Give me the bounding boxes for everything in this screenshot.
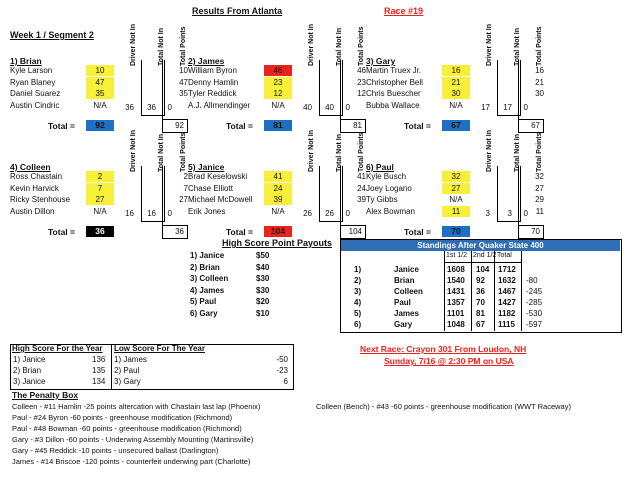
penalty-item: Colleen - #11 Hamlin -25 points altercation with Chastain last lap (Phoenix)	[12, 402, 261, 411]
standings-diff: -285	[526, 298, 543, 307]
driver-points-total: 35	[179, 89, 188, 98]
payout-amount: $50	[256, 251, 270, 260]
driver-points: 41	[264, 171, 292, 182]
standings-diff: -80	[526, 276, 538, 285]
driver-points-total: 39	[357, 195, 366, 204]
low-year-name: 2) Paul	[114, 366, 140, 375]
total-not-in-value: 36	[147, 102, 156, 112]
standings-h1: 1357	[447, 298, 465, 307]
standings-total: 1712	[498, 265, 516, 274]
driver-name: Ryan Blaney	[10, 77, 56, 87]
standings-divider-1	[444, 251, 445, 331]
standings-name: Paul	[394, 298, 411, 307]
driver-points-total: 32	[535, 172, 544, 181]
driver-points: 30	[442, 88, 470, 99]
driver-points-total: 24	[357, 183, 366, 193]
col-header-total-points: Total Points	[180, 26, 187, 66]
race-number: Race #19	[384, 6, 424, 16]
total-points-box-value: 92	[175, 120, 184, 130]
standings-name: Brian	[394, 276, 415, 285]
driver-points: 27	[86, 194, 114, 205]
penalty-item: Paul - #48 Bowman -60 points - greenhouse modification (Richmond)	[12, 424, 242, 433]
payout-amount: $30	[256, 274, 270, 283]
driver-name: Alex Bowman	[366, 206, 415, 216]
total-label: Total =	[226, 120, 253, 131]
driver-name: Christopher Bell	[366, 77, 423, 87]
driver-points-total: 41	[357, 172, 366, 181]
standings-h1: 1101	[447, 309, 465, 318]
driver-name: Chris Buescher	[366, 89, 421, 98]
driver-name: William Byron	[188, 66, 237, 75]
zero-value: 0	[523, 102, 528, 112]
week-segment: Week 1 / Segment 2	[10, 30, 94, 40]
total-points-line	[340, 166, 341, 225]
driver-points: 21	[442, 77, 470, 88]
driver-points: 27	[442, 183, 470, 194]
total-points-line	[162, 166, 163, 225]
payout-place: 1) Janice	[190, 251, 225, 260]
standings-col-header: Total	[497, 252, 512, 259]
payout-amount: $30	[256, 285, 270, 295]
penalty-right-item: Colleen (Bench) - #43 -60 points - greenhouse modification (WWT Raceway)	[316, 402, 571, 411]
driver-name: A.J. Allmendinger	[188, 100, 251, 110]
standings-name: Janice	[394, 265, 419, 274]
low-year-name: 3) Gary	[114, 377, 141, 386]
driver-name: Ty Gibbs	[366, 195, 398, 204]
col-header-total-not-in: Total Not In	[336, 134, 343, 172]
payouts-title: High Score Point Payouts	[222, 238, 333, 248]
driver-not-in-value: 17	[481, 102, 490, 112]
driver-points: 7	[86, 183, 114, 194]
col-header-not-in: Driver Not In	[130, 129, 137, 172]
standings-pos: 1)	[354, 265, 362, 274]
total-label: Total =	[48, 120, 75, 131]
payout-amount: $20	[256, 297, 270, 306]
payout-place: 3) Colleen	[190, 274, 229, 283]
total-label: Total =	[226, 226, 253, 237]
total-points-line	[162, 60, 163, 119]
next-race-line1: Next Race: Crayon 301 From Loudon, NH	[360, 344, 527, 354]
standings-name: Gary	[394, 320, 413, 329]
next-race-line2: Sunday, 7/16 @ 2:30 PM on USA	[384, 356, 514, 366]
standings-name: Colleen	[394, 287, 423, 296]
driver-points-total: 12	[357, 89, 366, 98]
driver-points: N/A	[93, 206, 107, 216]
driver-name: Austin Dillon	[10, 206, 55, 216]
col-header-not-in: Driver Not In	[486, 23, 493, 66]
driver-points: 23	[264, 77, 292, 88]
page-title: Results From Atlanta	[192, 6, 283, 16]
total-not-in-value: 17	[503, 102, 512, 112]
driver-not-in-value: 3	[485, 208, 490, 218]
driver-name: Kevin Harvick	[10, 183, 59, 193]
driver-name: Bubba Wallace	[366, 100, 420, 110]
payout-place: 4) James	[190, 285, 225, 295]
payout-place: 2) Brian	[190, 262, 220, 272]
driver-name: Brad Keselowski	[188, 172, 248, 181]
team-total: 81	[264, 120, 292, 131]
standings-h2: 70	[476, 298, 485, 307]
total-points-line	[518, 166, 519, 225]
driver-name: Denny Hamlin	[188, 77, 239, 87]
high-year-name: 2) Brian	[13, 366, 42, 375]
total-points-box-value: 81	[353, 120, 362, 130]
driver-name: Erik Jones	[188, 206, 226, 216]
low-year-name: 1) James	[114, 355, 147, 364]
standings-total: 1182	[498, 309, 516, 318]
driver-name: Daniel Suarez	[10, 89, 61, 98]
standings-diff: -530	[526, 309, 543, 318]
driver-points-total: 11	[535, 206, 544, 216]
total-label: Total =	[48, 226, 75, 237]
driver-points: N/A	[93, 100, 107, 110]
driver-points-total: 29	[535, 195, 544, 204]
standings-name: James	[394, 309, 419, 318]
high-year-title: High Score For the Year	[12, 344, 103, 353]
penalty-item: James - #14 Briscoe -120 points - counterfeit underwing part (Charlotte)	[12, 457, 251, 466]
penalty-title: The Penalty Box	[12, 390, 79, 400]
driver-name: Martin Truex Jr.	[366, 66, 422, 75]
total-not-in-value: 26	[325, 208, 334, 218]
driver-points-total: 30	[535, 89, 544, 98]
standings-pos: 4)	[354, 298, 362, 307]
team-name: 5) Janice	[188, 162, 225, 172]
standings-col-header: 1st 1/2	[446, 252, 468, 259]
col-header-not-in: Driver Not In	[130, 23, 137, 66]
standings-h1: 1431	[447, 287, 465, 296]
standings-h2: 36	[476, 287, 485, 296]
total-not-in-value: 16	[147, 208, 156, 218]
driver-points: N/A	[271, 206, 285, 216]
driver-name: Chase Elliott	[188, 183, 233, 193]
total-points-line	[518, 60, 519, 119]
standings-divider-2	[471, 251, 472, 331]
high-year-score: 136	[92, 355, 106, 364]
col-header-not-in: Driver Not In	[308, 129, 315, 172]
driver-points: 10	[86, 65, 114, 76]
standings-h2: 81	[476, 309, 485, 318]
driver-name: Tyler Reddick	[188, 89, 237, 98]
standings-divider-4	[521, 251, 522, 331]
col-header-total-points: Total Points	[536, 26, 543, 66]
driver-points-total: 23	[357, 77, 366, 87]
col-header-total-not-in: Total Not In	[514, 28, 521, 66]
total-not-in-value: 40	[325, 102, 334, 112]
driver-points: 16	[442, 65, 470, 76]
col-header-total-points: Total Points	[180, 132, 187, 172]
standings-pos: 5)	[354, 309, 362, 318]
standings-h1: 1048	[447, 320, 465, 329]
team-name: 2) James	[188, 56, 225, 66]
standings-pos: 6)	[354, 320, 362, 329]
driver-not-in-value: 40	[303, 102, 312, 112]
driver-points: 24	[264, 183, 292, 194]
col-header-total-not-in: Total Not In	[158, 134, 165, 172]
team-total: 104	[264, 226, 292, 237]
driver-points: N/A	[449, 195, 463, 204]
col-header-total-points: Total Points	[358, 26, 365, 66]
team-name: 3) Gary	[366, 56, 396, 66]
driver-not-in-value: 16	[125, 208, 134, 218]
driver-points: 46	[264, 65, 292, 76]
driver-points-total: 27	[179, 195, 188, 204]
standings-h1: 1608	[447, 265, 465, 274]
driver-points: 2	[86, 171, 114, 182]
team-total: 67	[442, 120, 470, 131]
standings-total: 1115	[498, 320, 515, 329]
col-header-not-in: Driver Not In	[486, 129, 493, 172]
col-header-total-not-in: Total Not In	[158, 28, 165, 66]
total-points-box-value: 36	[175, 226, 184, 236]
driver-points: 39	[264, 194, 292, 205]
standings-divider-3	[494, 251, 495, 331]
zero-value: 0	[167, 208, 172, 218]
total-label: Total =	[404, 120, 431, 131]
zero-value: 0	[523, 208, 528, 218]
standings-h2: 104	[476, 265, 490, 274]
driver-points-total: 47	[179, 77, 188, 87]
team-total: 36	[86, 226, 114, 237]
driver-points-total: 46	[357, 66, 366, 75]
driver-points-total: 16	[535, 66, 544, 75]
zero-value: 0	[167, 102, 172, 112]
standings-diff: -597	[526, 320, 543, 329]
team-name: 6) Paul	[366, 162, 394, 172]
standings-h2: 67	[476, 320, 485, 329]
driver-points: 35	[86, 88, 114, 99]
standings-total: 1427	[498, 298, 516, 307]
total-points-box-value: 67	[531, 120, 540, 130]
penalty-item: Gary - #3 Dillon -60 points - Underwing Assembly Mounting (Martinsville)	[12, 435, 254, 444]
driver-name: Ricky Stenhouse	[10, 195, 71, 204]
col-header-total-not-in: Total Not In	[514, 134, 521, 172]
driver-name: Kyle Busch	[366, 172, 407, 181]
driver-points: 32	[442, 171, 470, 182]
driver-name: Ross Chastain	[10, 172, 63, 181]
driver-name: Michael McDowell	[188, 195, 253, 204]
high-year-score: 135	[92, 366, 106, 375]
total-points-box-value: 70	[531, 226, 540, 236]
driver-name: Joey Logano	[366, 183, 412, 193]
driver-points: N/A	[271, 100, 285, 110]
low-year-title: Low Score For The Year	[114, 344, 205, 353]
standings-total: 1632	[498, 276, 516, 285]
penalty-item: Paul - #24 Byron -60 points - greenhouse modification (Richmond)	[12, 413, 233, 422]
total-points-line	[340, 60, 341, 119]
team-name: 1) Brian	[10, 56, 42, 66]
driver-points-total: 7	[183, 183, 188, 193]
driver-name: Kyle Larson	[10, 66, 53, 75]
standings-diff: -245	[526, 287, 543, 296]
driver-not-in-value: 26	[303, 208, 312, 218]
payout-place: 6) Gary	[190, 308, 218, 318]
high-year-name: 3) Janice	[13, 377, 46, 386]
payout-place: 5) Paul	[190, 297, 217, 306]
driver-not-in-value: 36	[125, 102, 134, 112]
col-header-not-in: Driver Not In	[308, 23, 315, 66]
driver-points-total: 21	[535, 77, 544, 87]
standings-h2: 92	[476, 276, 485, 285]
payout-amount: $10	[256, 308, 270, 318]
high-year-score: 134	[92, 377, 106, 386]
driver-name: Austin Cindric	[10, 100, 60, 110]
zero-value: 0	[345, 102, 350, 112]
total-not-in-value: 3	[507, 208, 512, 218]
low-year-score: -50	[276, 355, 288, 364]
col-header-total-not-in: Total Not In	[336, 28, 343, 66]
driver-points-total: 2	[183, 172, 188, 181]
driver-points-total: 10	[179, 66, 188, 75]
col-header-total-points: Total Points	[536, 132, 543, 172]
low-year-score: -23	[276, 366, 288, 375]
team-total: 70	[442, 226, 470, 237]
standings-pos: 3)	[354, 287, 362, 296]
standings-title: Standings After Quaker State 400	[341, 240, 620, 251]
high-year-name: 1) Janice	[13, 355, 46, 364]
standings-total: 1467	[498, 287, 516, 296]
low-year-score: 6	[283, 377, 288, 386]
team-name: 4) Colleen	[10, 162, 51, 172]
driver-points: 12	[264, 88, 292, 99]
total-points-box-value: 104	[348, 226, 362, 236]
driver-points: N/A	[449, 100, 463, 110]
penalty-item: Gary - #45 Reddick -10 points - unsecured ballast (Darlington)	[12, 446, 219, 455]
standings-col-header: 2nd 1/2	[473, 252, 497, 259]
driver-points: 47	[86, 77, 114, 88]
standings-h1: 1540	[447, 276, 465, 285]
col-header-total-points: Total Points	[358, 132, 365, 172]
payout-amount: $40	[256, 262, 270, 272]
zero-value: 0	[345, 208, 350, 218]
driver-points: 11	[442, 206, 470, 217]
team-total: 92	[86, 120, 114, 131]
standings-header-rule	[444, 262, 521, 263]
total-label: Total =	[404, 226, 431, 237]
driver-points-total: 27	[535, 183, 544, 193]
standings-pos: 2)	[354, 276, 362, 285]
